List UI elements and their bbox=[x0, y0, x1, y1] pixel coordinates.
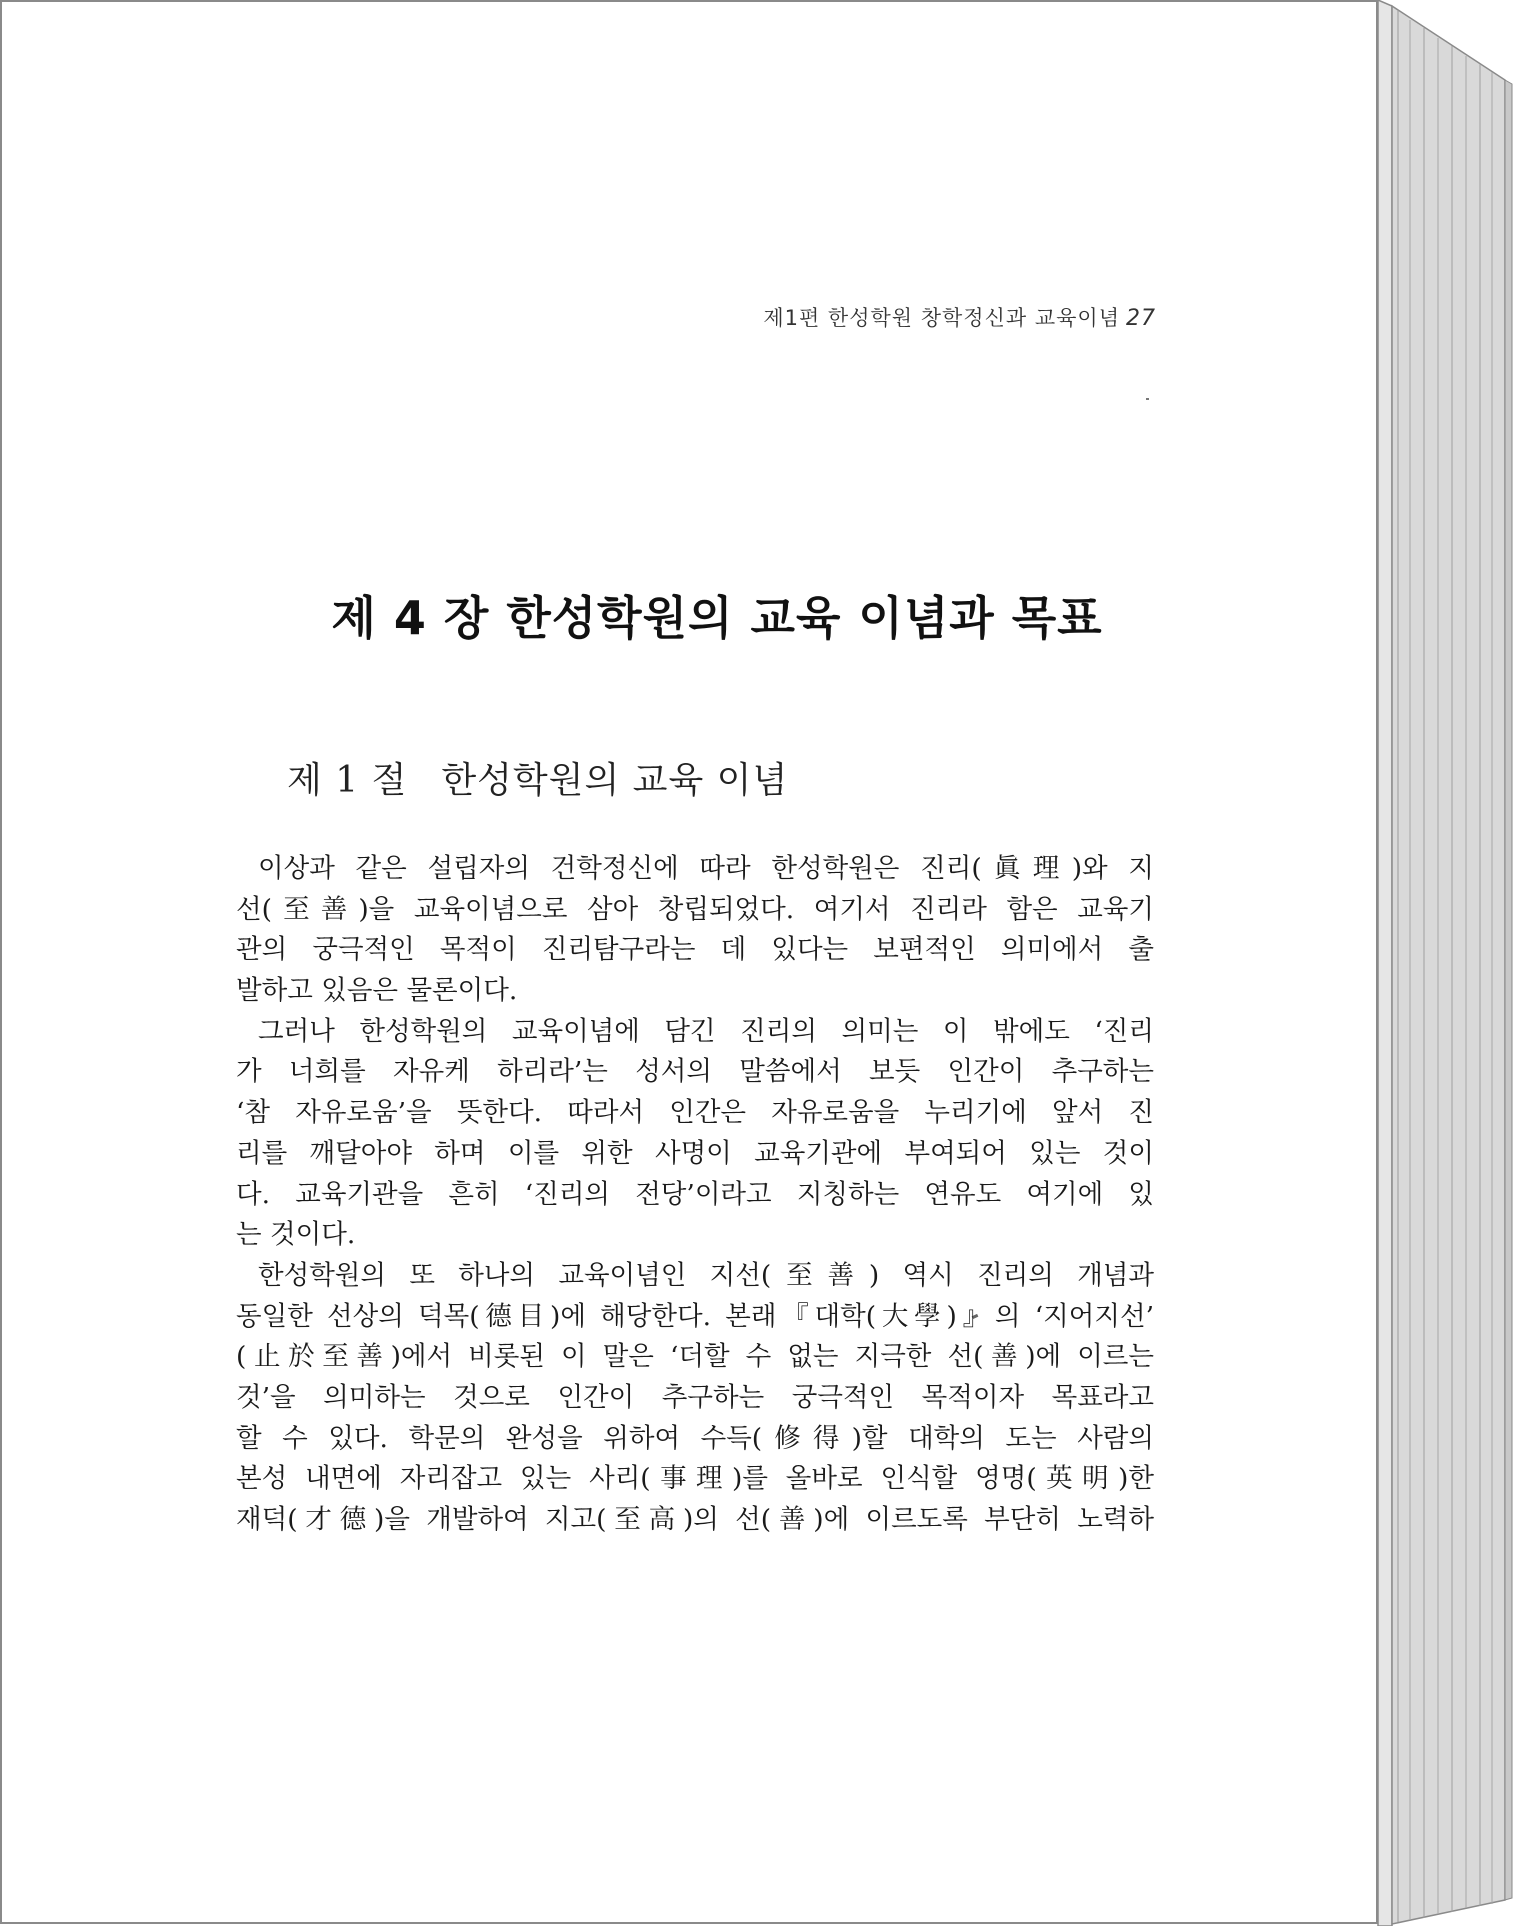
text-line: ‘참 자유로움’을 뜻한다. 따라서 인간은 자유로움을 누리기에 앞서 진 bbox=[236, 1097, 1154, 1129]
running-header bbox=[602, 302, 1156, 332]
text-line: 그러나 한성학원의 교육이념에 담긴 진리의 의미는 이 밖에도 ‘진리 bbox=[258, 1015, 1154, 1047]
text-line: 관의 궁극적인 목적이 진리탐구라는 데 있다는 보편적인 의미에서 출 bbox=[236, 934, 1154, 966]
text-line: 한성학원의 또 하나의 교육이념인 지선(至善) 역시 진리의 개념과 bbox=[258, 1259, 1154, 1291]
text-line: 는 것이다. bbox=[236, 1219, 356, 1251]
scan-speck bbox=[1146, 398, 1149, 400]
section-number: 제 1 절 bbox=[287, 760, 408, 801]
text-line: 동일한 선상의 덕목(德目)에 해당한다. 본래『대학(大學)』의 ‘지어지선’ bbox=[236, 1300, 1154, 1332]
text-line: 것’을 의미하는 것으로 인간이 추구하는 궁극적인 목적이자 목표라고 bbox=[236, 1381, 1154, 1413]
text-line: 가 너희를 자유케 하리라’는 성서의 말씀에서 보듯 인간이 추구하는 bbox=[236, 1056, 1154, 1088]
body-text bbox=[236, 849, 1154, 1541]
text-line: (止於至善)에서 비롯된 이 말은 ‘더할 수 없는 지극한 선(善)에 이르는 bbox=[236, 1341, 1154, 1373]
text-line: 선(至善)을 교육이념으로 삼아 창립되었다. 여기서 진리라 함은 교육기 bbox=[236, 893, 1154, 925]
section-title bbox=[287, 752, 788, 803]
running-header-title: 제1편 한성학원 창학정신과 교육이념 bbox=[763, 306, 1120, 330]
page-number: 27 bbox=[1126, 306, 1156, 331]
text-line: 본성 내면에 자리잡고 있는 사리(事理)를 올바로 인식할 영명(英明)한 bbox=[236, 1463, 1154, 1495]
chapter-title: 제 4 장 한성학원의 교육 이념과 목표 bbox=[331, 591, 1103, 645]
text-line: 할 수 있다. 학문의 완성을 위하여 수득(修得)할 대학의 도는 사람의 bbox=[236, 1422, 1154, 1454]
text-line: 리를 깨달아야 하며 이를 위한 사명이 교육기관에 부여되어 있는 것이 bbox=[236, 1137, 1154, 1169]
text-line: 재덕(才德)을 개발하여 지고(至高)의 선(善)에 이르도록 부단히 노력하 bbox=[236, 1504, 1154, 1535]
text-line: 발하고 있음은 물론이다. bbox=[236, 975, 518, 1007]
text-line: 다. 교육기관을 흔히 ‘진리의 전당’이라고 지칭하는 연유도 여기에 있 bbox=[236, 1178, 1154, 1210]
section-heading: 한성학원의 교육 이념 bbox=[441, 760, 789, 801]
text-line: 이상과 같은 설립자의 건학정신에 따라 한성학원은 진리(眞理)와 지 bbox=[258, 853, 1154, 884]
